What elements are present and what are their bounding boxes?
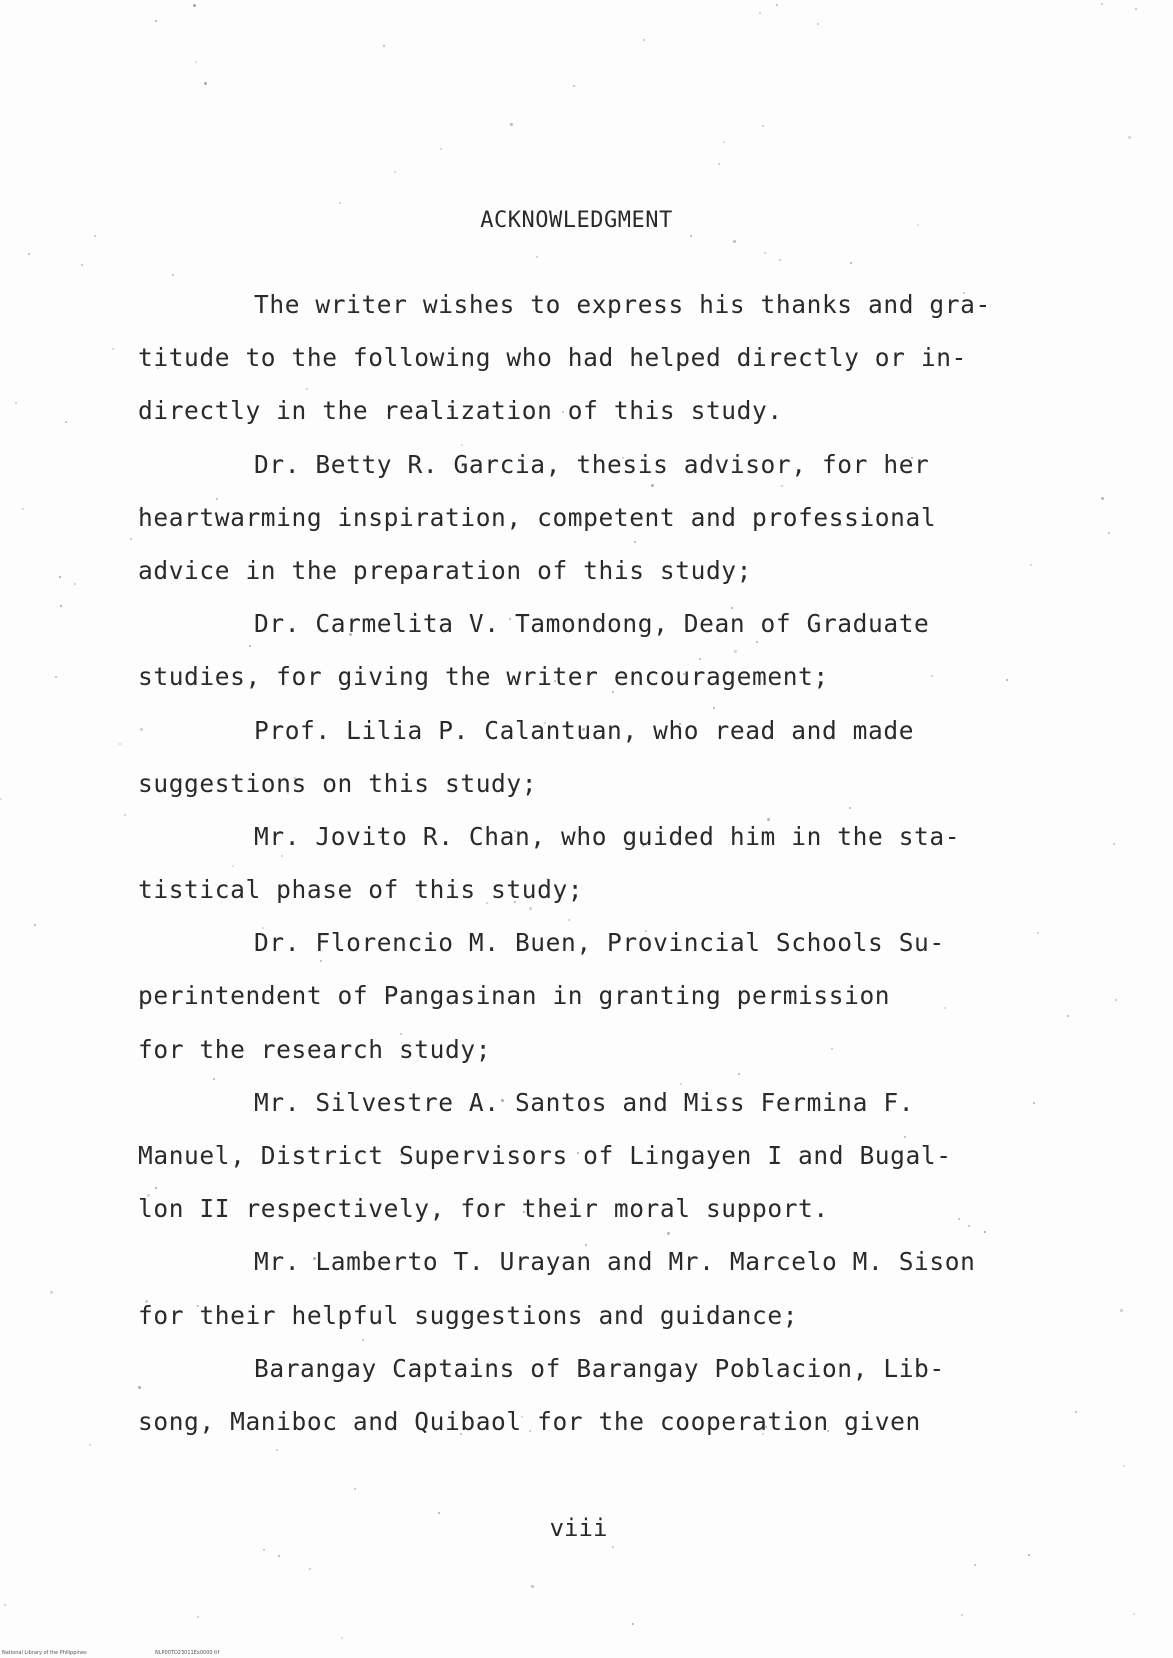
scan-speck bbox=[81, 264, 83, 266]
page-number: viii bbox=[549, 1514, 608, 1542]
scan-speck bbox=[4, 1604, 6, 1606]
scan-speck bbox=[1067, 1015, 1069, 1017]
scan-speck bbox=[690, 235, 692, 237]
text-line: heartwarming inspiration, competent and professional bbox=[138, 502, 937, 532]
acknowledgment-body bbox=[138, 278, 1038, 1448]
scan-speck bbox=[723, 141, 725, 143]
text-line: Dr. Betty R. Garcia, thesis advisor, for her bbox=[254, 449, 930, 479]
text-line: studies, for giving the writer encouragement; bbox=[138, 662, 829, 692]
scan-speck bbox=[278, 1555, 280, 1557]
scan-speck bbox=[119, 743, 121, 745]
scan-speck bbox=[1123, 1465, 1125, 1467]
scan-speck bbox=[89, 1444, 91, 1446]
scan-speck bbox=[632, 1623, 634, 1625]
text-line: advice in the preparation of this study; bbox=[138, 555, 753, 585]
scan-speck bbox=[339, 202, 341, 204]
scan-speck bbox=[341, 1637, 343, 1639]
scan-speck bbox=[94, 235, 96, 237]
scan-speck bbox=[155, 20, 157, 22]
scan-speck bbox=[643, 39, 645, 41]
scan-speck bbox=[59, 576, 61, 578]
scan-speck bbox=[354, 1488, 356, 1490]
scan-speck bbox=[718, 163, 720, 165]
scan-speck bbox=[974, 1564, 976, 1566]
scan-speck bbox=[130, 538, 132, 540]
scan-speck bbox=[263, 1549, 265, 1551]
footer-library-label: National Library of the Philippines bbox=[2, 1650, 87, 1656]
scan-speck bbox=[733, 240, 736, 243]
scan-speck bbox=[531, 1585, 534, 1588]
text-line: tistical phase of this study; bbox=[138, 875, 584, 905]
scan-speck bbox=[1120, 1309, 1123, 1312]
scan-speck bbox=[510, 123, 513, 126]
text-line: suggestions on this study; bbox=[138, 768, 538, 798]
text-line: Prof. Lilia P. Calantuan, who read and made bbox=[254, 715, 915, 745]
scan-speck bbox=[394, 171, 396, 173]
scan-speck bbox=[1028, 1554, 1030, 1556]
scan-speck bbox=[22, 508, 24, 510]
scan-speck bbox=[1101, 497, 1104, 500]
scan-speck bbox=[1135, 8, 1137, 10]
text-line: lon II respectively, for their moral support. bbox=[138, 1194, 829, 1224]
text-line: Barangay Captains of Barangay Poblacion, Lib- bbox=[254, 1353, 945, 1383]
scan-speck bbox=[197, 1616, 199, 1618]
scan-speck bbox=[1075, 1411, 1077, 1413]
scan-speck bbox=[65, 421, 67, 423]
text-line: for the research study; bbox=[138, 1034, 492, 1064]
text-line: Manuel, District Supervisors of Lingayen I and Bugal- bbox=[138, 1141, 952, 1170]
scan-speck bbox=[28, 253, 30, 255]
scan-speck bbox=[124, 814, 126, 816]
text-line: Mr. Jovito R. Chan, who guided him in the sta- bbox=[254, 821, 961, 851]
scan-speck bbox=[573, 85, 575, 87]
page-heading: ACKNOWLEDGMENT bbox=[480, 208, 673, 233]
scan-speck bbox=[55, 676, 57, 678]
text-line: song, Maniboc and Quibaol for the cooperation given bbox=[138, 1406, 921, 1436]
scan-speck bbox=[1108, 532, 1110, 534]
scan-speck bbox=[204, 82, 207, 85]
scan-speck bbox=[195, 61, 197, 63]
scan-speck bbox=[309, 1568, 311, 1570]
scan-speck bbox=[193, 4, 196, 7]
text-line: Mr. Lamberto T. Urayan and Mr. Marcelo M. Sison bbox=[254, 1247, 976, 1277]
text-line: Mr. Silvestre A. Santos and Miss Fermina F. bbox=[254, 1087, 915, 1117]
scan-speck bbox=[779, 259, 781, 261]
scan-speck bbox=[15, 402, 17, 404]
text-line: Dr. Florencio M. Buen, Provincial Schools Su- bbox=[254, 928, 945, 958]
scan-speck bbox=[1128, 136, 1131, 139]
scan-speck bbox=[536, 256, 538, 258]
scan-speck bbox=[172, 274, 174, 276]
text-line: The writer wishes to express his thanks and gra- bbox=[254, 290, 991, 319]
text-line: directly in the realization of this study. bbox=[138, 396, 783, 426]
scan-speck bbox=[759, 12, 761, 14]
scan-speck bbox=[1113, 843, 1115, 845]
scan-speck bbox=[850, 262, 852, 264]
text-line: titude to the following who had helped directly or in- bbox=[138, 343, 967, 373]
scan-speck bbox=[74, 583, 76, 585]
scan-speck bbox=[612, 1546, 614, 1548]
text-line: for their helpful suggestions and guidance; bbox=[138, 1300, 799, 1330]
scan-speck bbox=[50, 1291, 53, 1294]
scan-speck bbox=[776, 4, 778, 6]
scan-speck bbox=[1115, 999, 1117, 1001]
scan-speck bbox=[762, 125, 764, 127]
scan-speck bbox=[1133, 1613, 1135, 1615]
scan-speck bbox=[961, 1614, 963, 1616]
scan-speck bbox=[440, 148, 442, 150]
scan-speck bbox=[112, 348, 114, 350]
text-line: Dr. Carmelita V. Tamondong, Dean of Graduate bbox=[254, 609, 930, 639]
scan-speck bbox=[34, 924, 36, 926]
scan-speck bbox=[764, 252, 766, 254]
scan-speck bbox=[60, 605, 62, 607]
scan-speck bbox=[1101, 3, 1103, 5]
scan-speck bbox=[276, 1449, 278, 1451]
scan-speck bbox=[383, 45, 385, 47]
text-line: perintendent of Pangasinan in granting permission bbox=[138, 981, 891, 1011]
footer-file-code: NLP00TD23011Ex0000 tif bbox=[155, 1650, 220, 1656]
scan-speck bbox=[0, 798, 2, 800]
scan-speck bbox=[817, 23, 819, 25]
